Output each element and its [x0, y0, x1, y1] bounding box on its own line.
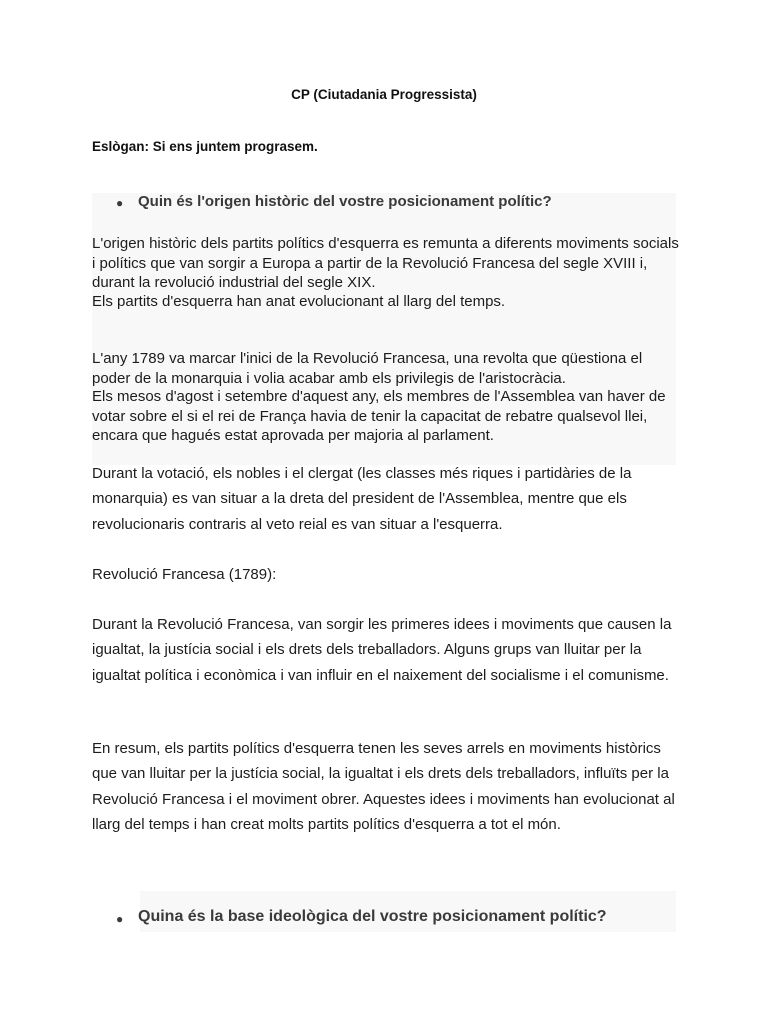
question-heading: Quina és la base ideològica del vostre posicionament polític? [138, 908, 607, 925]
document-title: CP (Ciutadania Progressista) [291, 87, 477, 102]
paragraph: Durant la Revolució Francesa, van sorgir les primeres idees i moviments que causen la igualtat, la justícia social i els drets dels treballadors. Alguns grups van lluitar per la igualtat política i econòmica i van influir en el naixement del socialisme i el comunisme. [92, 616, 672, 684]
bullet-icon: ● [116, 196, 124, 210]
paragraph: Durant la votació, els nobles i el clergat (les classes més riques i partidàries de la monarquia) es van situar a la dreta del president de l'Assemblea, mentre que els revolucionaris contraris al veto reial es van situar a l'esquerra. [92, 465, 632, 533]
bullet-icon: ● [116, 912, 124, 926]
paragraph: En resum, els partits polítics d'esquerra tenen les seves arrels en moviments històrics que van lluitar per la justícia social, la igualtat i els drets dels treballadors, influïts per la Revolució Francesa i el moviment obrer. Aquestes idees i moviments han evolucionat al llarg del temps i han creat molts partits polítics d'esquerra a tot el món. [92, 740, 675, 833]
section-label: Revolució Francesa (1789): [92, 566, 277, 583]
paragraph: Els mesos d'agost i setembre d'aquest any, els membres de l'Assemblea van haver de votar sobre el si el rei de França havia de tenir la capacitat de rebatre qualsevol llei, encara que hagués estat aprovada per majoria al parlament. [92, 388, 666, 444]
paragraph: L'any 1789 va marcar l'inici de la Revolució Francesa, una revolta que qüestiona el poder de la monarquia i volia acabar amb els privilegis de l'aristocràcia. [92, 350, 643, 387]
paragraph: L'origen històric dels partits polítics d'esquerra es remunta a diferents moviments socials i polítics que van sorgir a Europa a partir de la Revolució Francesa del segle XVIII i, durant la revolució industrial del segle XIX. [92, 235, 679, 291]
paragraph: Els partits d'esquerra han anat evolucionant al llarg del temps. [92, 293, 506, 310]
question-heading: Quin és l'origen històric del vostre posicionament polític? [138, 193, 552, 210]
slogan: Eslògan: Si ens juntem prograsem. [92, 139, 318, 154]
